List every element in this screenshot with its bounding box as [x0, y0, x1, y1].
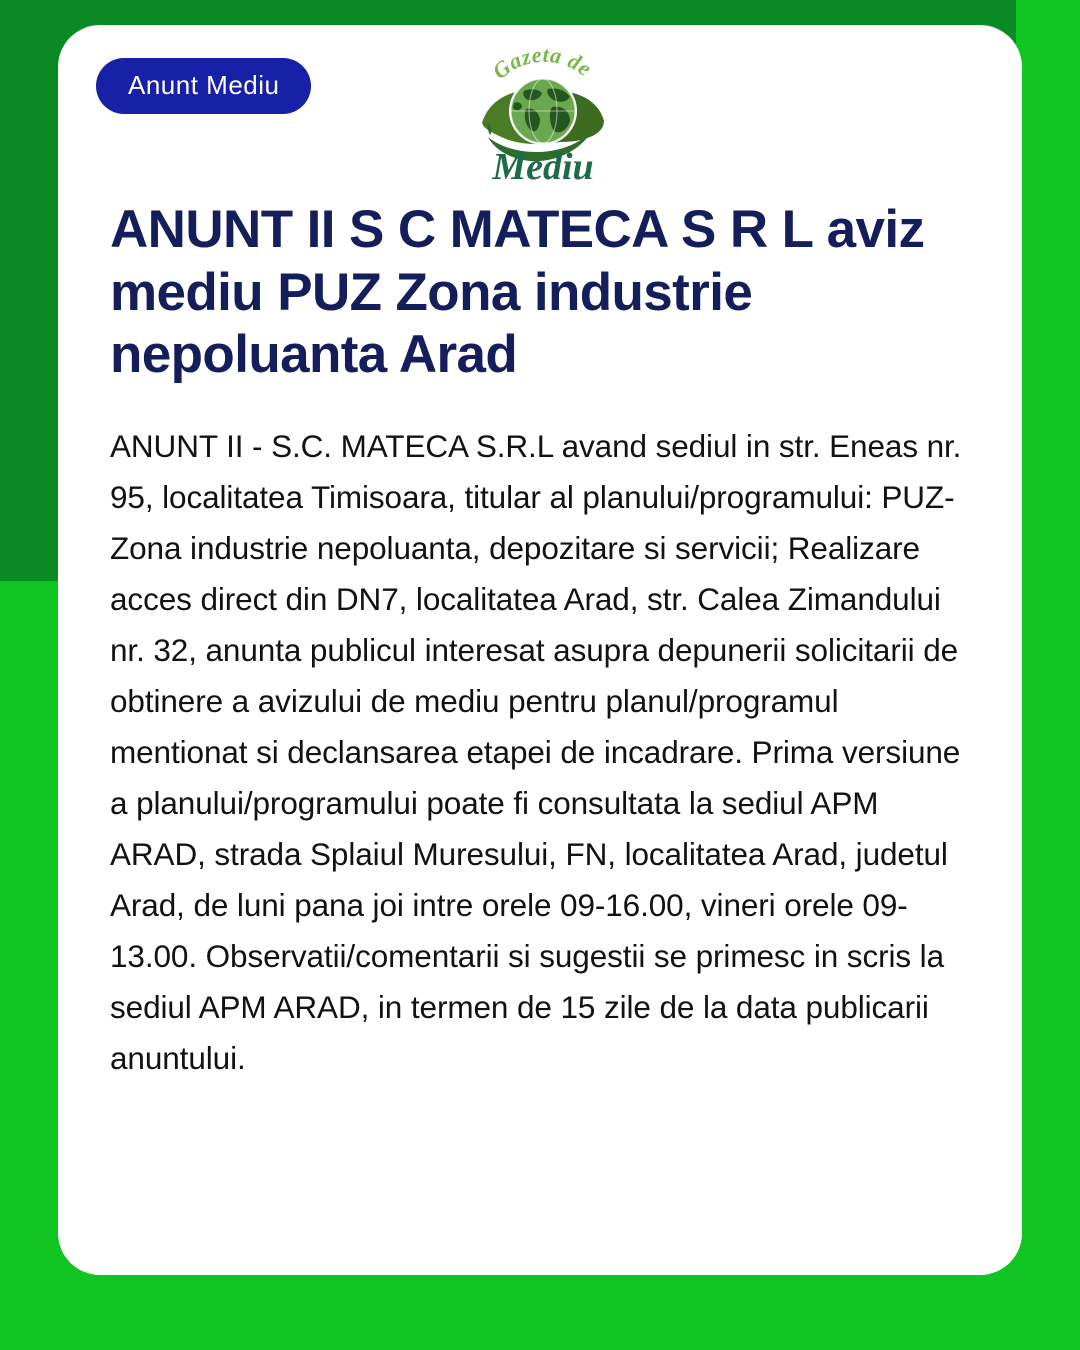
svg-text:Mediu: Mediu [492, 146, 594, 181]
page-title: ANUNT II S C MATECA S R L aviz mediu PUZ Zona industrie nepoluanta Arad [110, 200, 925, 385]
announcement-card [58, 25, 1022, 1275]
card-header [58, 25, 1022, 181]
category-badge[interactable]: Anunt Mediu [96, 58, 311, 114]
svg-text:Gazeta de: Gazeta de [487, 41, 597, 84]
brand-logo[interactable] [468, 33, 618, 181]
announcement-body: ANUNT II - S.C. MATECA S.R.L avand sediul in str. Eneas nr. 95, localitatea Timisoara, titular al planului/programului: PUZ- Zona industrie nepoluanta, depozitare si servicii; Realizare acces direct din DN7, localitatea Arad, str. Calea Zimandului nr. 32, anunta publicul interesat asupra depunerii solicitarii de obtinere a avizului de mediu pentru planul/programul mentionat si declansarea etapei de incadrare. Prima versiune a planului/programului poate fi consultata la sediul APM ARAD, strada Splaiul Muresului, FN, localitatea Arad, judetul Arad, de luni pana joi intre orele 09-16.00, vineri orele 09-13.00. Observatii/comentarii si sugestii se primesc in scris la sediul APM ARAD, in termen de 15 zile de la data publicarii anuntului. [110, 427, 962, 1076]
